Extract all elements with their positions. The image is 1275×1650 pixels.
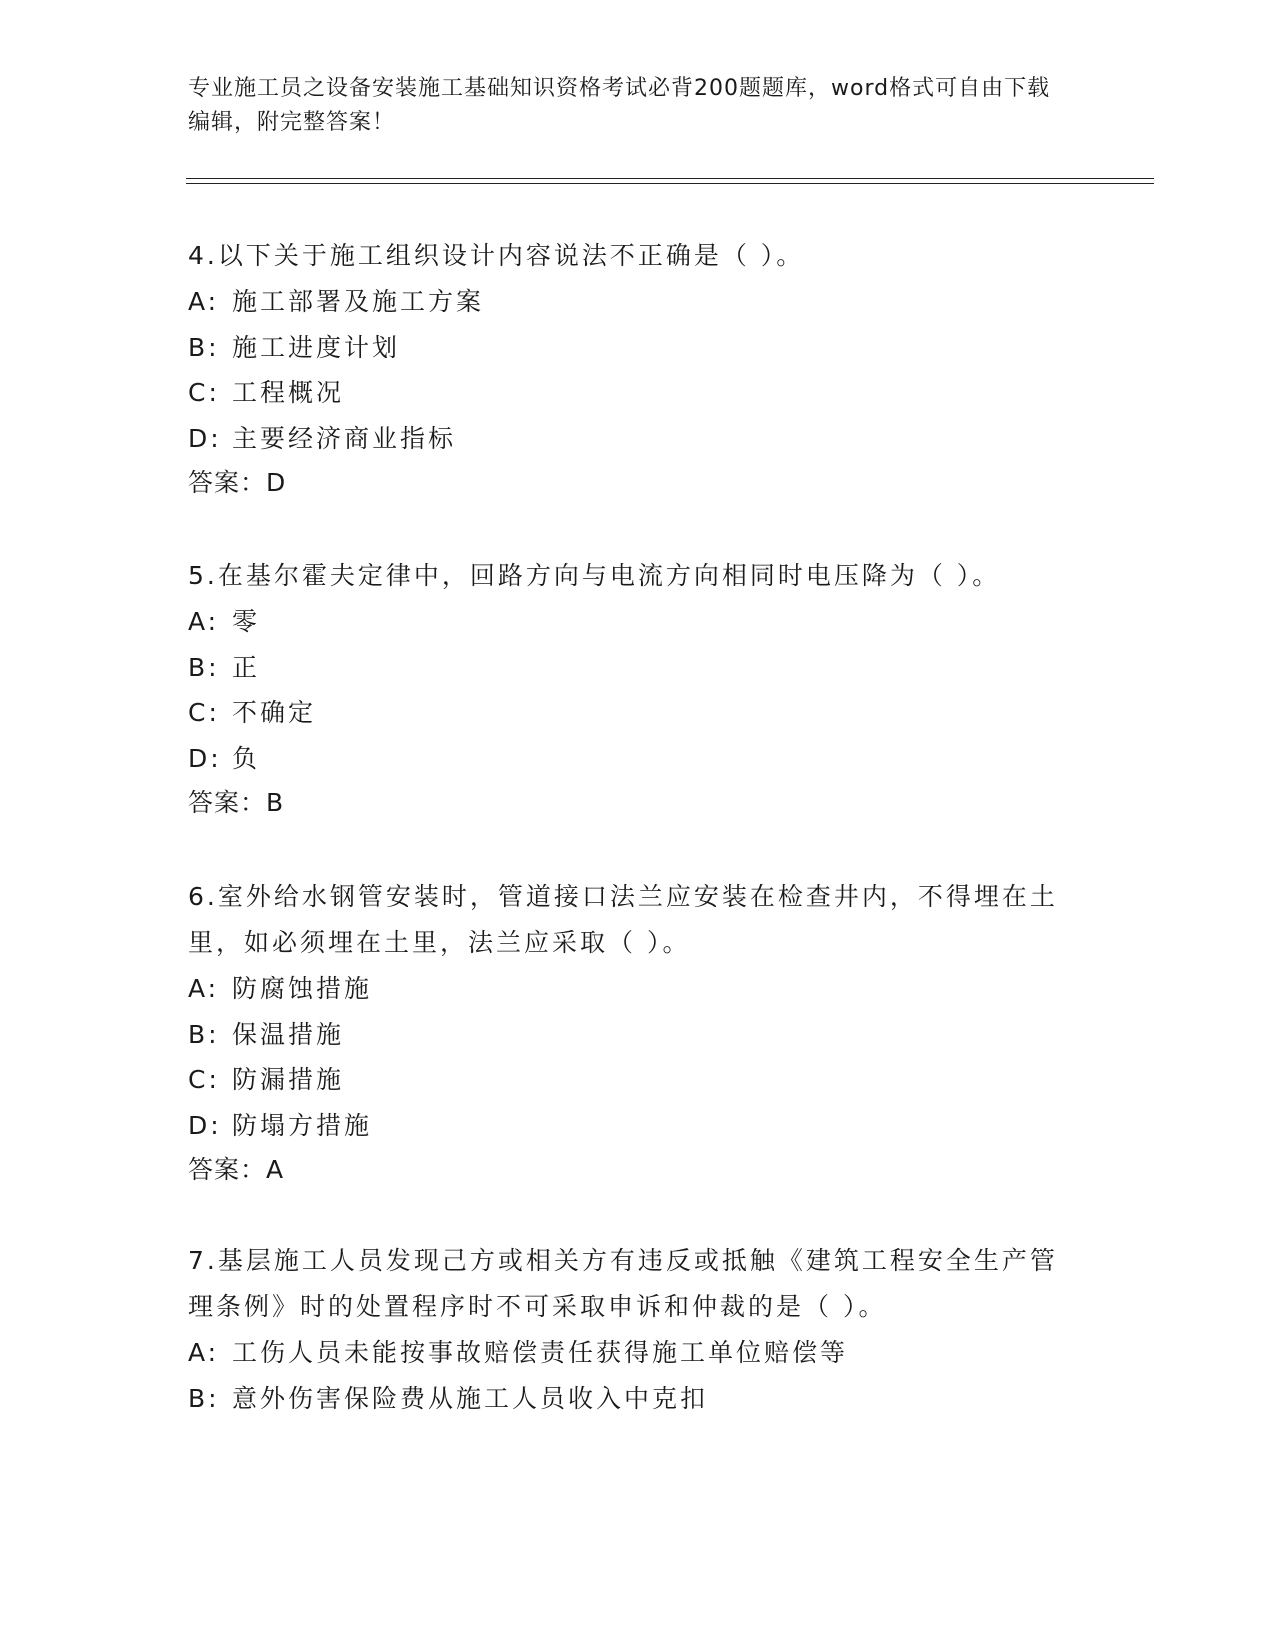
option-letter: C: bbox=[188, 698, 220, 727]
option-c bbox=[188, 690, 1068, 736]
option-letter: A: bbox=[188, 1338, 220, 1367]
option-a bbox=[188, 966, 1068, 1012]
question-stem: 6.室外给水钢管安装时，管道接口法兰应安装在检查井内，不得埋在土里，如必须埋在土里，法兰应采取（ ）。 bbox=[188, 882, 1058, 957]
question-5 bbox=[188, 553, 1068, 825]
option-b bbox=[188, 1376, 1068, 1422]
option-a bbox=[188, 1330, 1068, 1376]
option-a bbox=[188, 279, 1068, 325]
header-divider-top bbox=[186, 178, 1154, 179]
option-letter: C: bbox=[188, 378, 220, 407]
option-text: 防塌方措施 bbox=[232, 1110, 373, 1140]
option-d bbox=[188, 736, 1068, 782]
option-text: 防腐蚀措施 bbox=[232, 974, 373, 1003]
option-text: 正 bbox=[232, 652, 261, 682]
option-b bbox=[188, 325, 1068, 371]
option-letter: D: bbox=[188, 743, 222, 773]
answer-line: 答案：D bbox=[188, 468, 287, 497]
option-c bbox=[188, 1057, 1068, 1103]
answer-line: 答案：B bbox=[188, 788, 285, 817]
answer-line: 答案：A bbox=[188, 1155, 285, 1184]
option-d bbox=[188, 416, 1068, 462]
option-text: 意外伤害保险费从施工人员收入中克扣 bbox=[232, 1383, 709, 1413]
option-letter: D: bbox=[188, 1110, 222, 1140]
option-letter: A: bbox=[188, 974, 220, 1003]
option-text: 工伤人员未能按事故赔偿责任获得施工单位赔偿等 bbox=[232, 1338, 849, 1367]
option-c bbox=[188, 370, 1068, 416]
option-text: 施工进度计划 bbox=[232, 332, 401, 362]
option-text: 工程概况 bbox=[232, 378, 345, 407]
option-letter: D: bbox=[188, 423, 222, 453]
option-letter: B: bbox=[188, 1383, 220, 1413]
option-text: 不确定 bbox=[232, 698, 317, 727]
question-stem: 5.在基尔霍夫定律中，回路方向与电流方向相同时电压降为（ ）。 bbox=[188, 561, 1001, 590]
option-letter: B: bbox=[188, 332, 220, 362]
option-letter: A: bbox=[188, 287, 220, 316]
option-b bbox=[188, 1012, 1068, 1058]
option-letter: B: bbox=[188, 652, 220, 682]
header-divider-bottom bbox=[186, 183, 1154, 184]
document-header: 专业施工员之设备安装施工基础知识资格考试必背200题题库，word格式可自由下载编辑，附完整答案！ bbox=[188, 76, 1051, 135]
question-7 bbox=[188, 1238, 1068, 1421]
question-6 bbox=[188, 874, 1068, 1192]
option-d bbox=[188, 1103, 1068, 1149]
question-stem: 7.基层施工人员发现己方或相关方有违反或抵触《建筑工程安全生产管理条例》时的处置程序时不可采取申诉和仲裁的是（ ）。 bbox=[188, 1246, 1058, 1321]
option-letter: A: bbox=[188, 607, 220, 636]
option-letter: C: bbox=[188, 1065, 220, 1094]
option-text: 施工部署及施工方案 bbox=[232, 287, 485, 316]
option-a bbox=[188, 599, 1068, 645]
option-text: 主要经济商业指标 bbox=[232, 423, 457, 453]
option-text: 负 bbox=[232, 743, 261, 773]
question-4 bbox=[188, 233, 1068, 505]
question-stem: 4.以下关于施工组织设计内容说法不正确是（ ）。 bbox=[188, 241, 805, 270]
option-letter: B: bbox=[188, 1019, 220, 1049]
option-text: 零 bbox=[232, 607, 261, 636]
option-text: 防漏措施 bbox=[232, 1065, 345, 1094]
option-text: 保温措施 bbox=[232, 1019, 345, 1049]
option-b bbox=[188, 645, 1068, 691]
